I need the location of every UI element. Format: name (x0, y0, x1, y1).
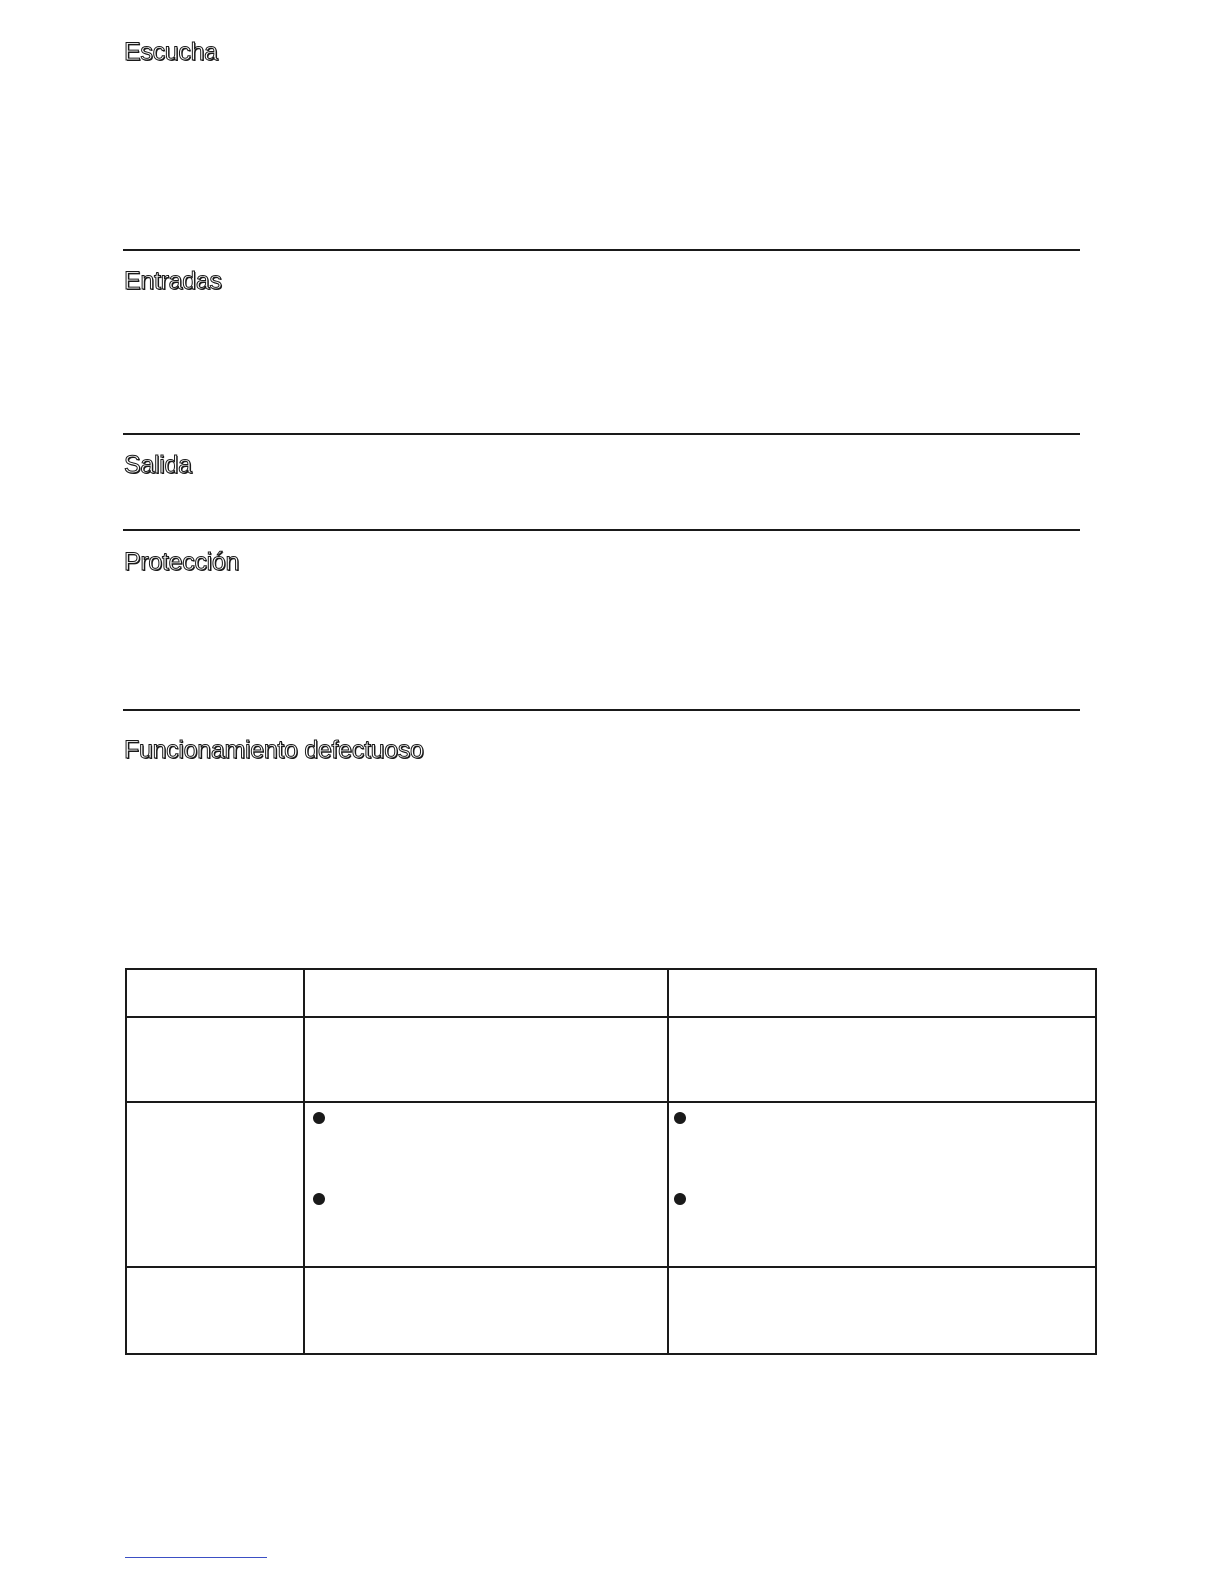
section-heading-proteccion: Protección (124, 548, 240, 576)
troubleshooting-table (125, 968, 1097, 1355)
section-divider (123, 529, 1080, 531)
section-divider (123, 249, 1080, 251)
table-cell (668, 1267, 1096, 1354)
table-header-cell-cause (304, 969, 668, 1017)
table-cell (304, 1102, 668, 1267)
section-heading-salida: Salida (124, 451, 192, 479)
table-cell (126, 1017, 304, 1102)
table-cell (668, 1017, 1096, 1102)
section-heading-entradas: Entradas (124, 267, 222, 295)
table-row (126, 1017, 1096, 1102)
table-header-cell-solution (668, 969, 1096, 1017)
table-cell (304, 1267, 668, 1354)
bullet-icon (674, 1112, 686, 1124)
table-header-cell-problem (126, 969, 304, 1017)
table-header-row (126, 969, 1096, 1017)
table-cell (126, 1267, 304, 1354)
bullet-icon (674, 1193, 686, 1205)
table-cell (304, 1017, 668, 1102)
section-heading-escucha: Escucha (124, 38, 218, 66)
table-cell (126, 1102, 304, 1267)
section-divider (123, 433, 1080, 435)
bullet-icon (313, 1112, 325, 1124)
table-row (126, 1267, 1096, 1354)
footer-link-underline[interactable] (125, 1557, 267, 1558)
section-heading-funcionamiento-defectuoso: Funcionamiento defectuoso (124, 736, 424, 764)
table-cell (668, 1102, 1096, 1267)
table-row (126, 1102, 1096, 1267)
section-divider (123, 709, 1080, 711)
bullet-icon (313, 1193, 325, 1205)
